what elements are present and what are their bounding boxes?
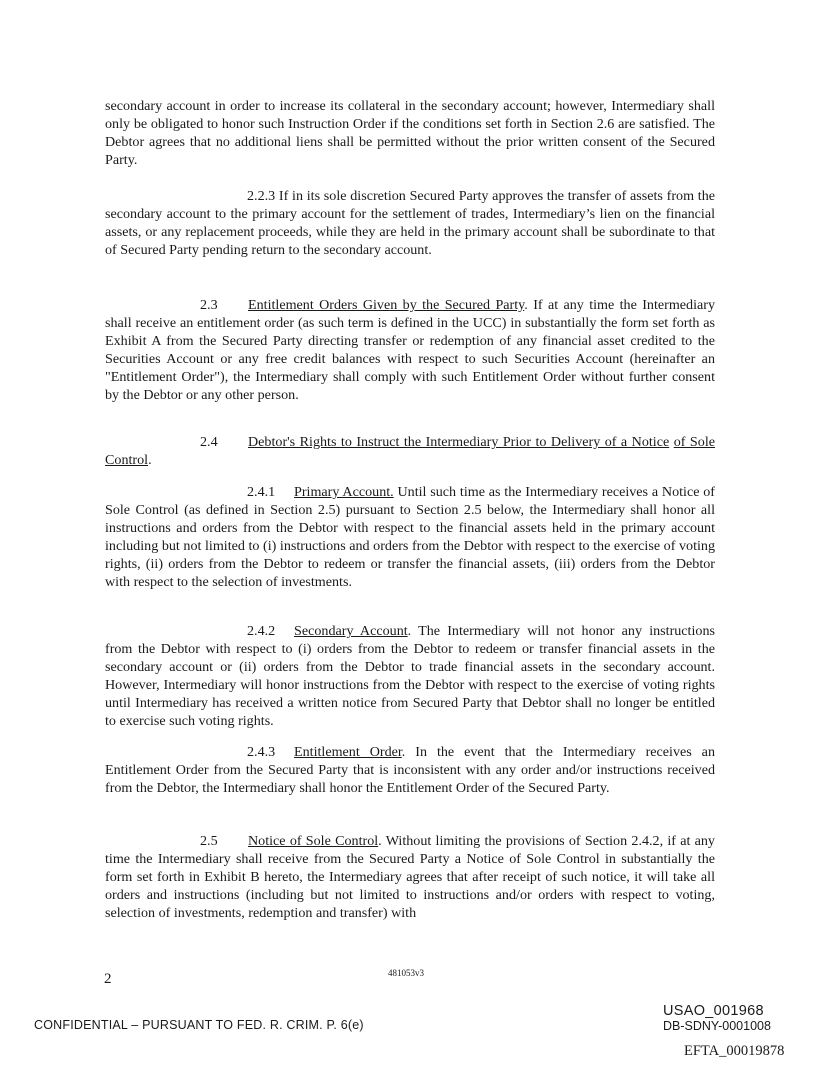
- paragraph-2-5: [105, 832, 715, 922]
- section-heading-cont: of Sole Control: [105, 434, 715, 469]
- paragraph-2-4-3: [105, 743, 715, 797]
- document-reference: 481053v3: [388, 968, 424, 978]
- section-heading: Debtor's Rights to Instruct the Intermediary Prior to Delivery of a Notice: [248, 434, 670, 450]
- section-number: 2.4.1: [247, 484, 276, 500]
- heading-tail: .: [148, 452, 152, 469]
- paragraph-lead: . In the event that the Intermediary receives an: [401, 744, 715, 760]
- section-number: 2.4: [200, 434, 218, 450]
- paragraph-text: Notice of Sole Control (as defined in Section 2.5) pursuant to Section 2.5 below, the Intermediary shall honor all instructions and orders from the Debtor with respect to the financial assets held in the primary account including but not limited to (i) instructions and orders from the Debtor with respect to the exercise of voting rights, (ii) orders from the Debtor to redeem or transfer the financial assets, (iii) orders from the Debtor with respect to the selection of investments.: [105, 484, 715, 591]
- section-number: 2.4.3: [247, 744, 276, 760]
- paragraph-2-2-3: [105, 187, 715, 259]
- paragraph-text: Intermediary shall receive an entitlement order (as such term is defined in the UCC) in substantially the form set forth as Exhibit A from the Secured Party directing transfer or redemption of any financial asset credited to the Securities Account or any free credit balances with respect to such Securities Account (hereinafter an "Entitlement Order"), the Intermediary shall comply with such Entitlement Order without further consent by the Debtor or any other person.: [105, 297, 715, 404]
- section-heading: Entitlement Orders Given by the Secured Party: [248, 297, 525, 313]
- paragraph-2-4-2: [105, 622, 715, 731]
- section-heading: Entitlement Order: [294, 744, 402, 760]
- paragraph-lead: . Without limiting the provisions of Section 2.4.2,: [378, 833, 664, 849]
- paragraph-continuation: [105, 97, 715, 169]
- paragraph-2-4-1: [105, 483, 715, 592]
- paragraph-text: instructions from the Debtor with respect to (i) orders from the Debtor to redeem or transfer financial assets in the secondary account or (ii) orders from the Debtor to trade financial assets in the secondary account. However, Intermediary will honor instructions from the Debtor with respect to the exercise of voting rights until Intermediary has received a written notice from Secured Party that Debtor shall no longer be entitled to exercise such voting rights.: [105, 623, 715, 730]
- section-number: 2.4.2: [247, 623, 276, 639]
- paragraph-2-4: [105, 433, 715, 469]
- paragraph-lead: 2.2.3 If in its sole discretion Secured Party approves the transfer of: [247, 188, 627, 204]
- paragraph-lead: Until such time as the Intermediary receives a: [393, 484, 659, 500]
- section-number: 2.5: [200, 833, 218, 849]
- section-number: 2.3: [200, 297, 218, 313]
- section-heading: Notice of Sole Control: [248, 833, 379, 849]
- confidential-notice: CONFIDENTIAL – PURSUANT TO FED. R. CRIM. P. 6(e): [34, 1018, 364, 1032]
- paragraph-lead: . If at any time the: [524, 297, 637, 313]
- bates-sdny: DB-SDNY-0001008: [663, 1019, 771, 1033]
- page-number: 2: [104, 971, 112, 987]
- section-heading: Primary Account.: [294, 484, 394, 500]
- paragraph-text: assets from the secondary account to the primary account for the settlement of trades, Intermediary’s lien on the financial assets, or any replacement proceeds, while they are held in the primary account shall be subordinate to that of Secured Party pending return to the secondary account.: [105, 188, 716, 259]
- bates-usao: USAO_001968: [663, 1003, 764, 1019]
- paragraph-2-3: [105, 296, 715, 405]
- section-heading: Secondary Account: [294, 623, 408, 639]
- paragraph-text: if at any time the Intermediary shall receive from the Secured Party a Notice of Sole Control in substantially the form set forth in Exhibit B hereto, the Intermediary agrees that after receipt of such notice, it will take all orders and instructions (including but not limited to instructions and/or orders with respect to voting, selection of investments, redemption and transfer) with: [105, 833, 715, 922]
- paragraph-text: Entitlement Order from the Secured Party that is inconsistent with any order and/or instructions received from the Debtor, the Intermediary shall honor the Entitlement Order of the Secured Party.: [105, 762, 715, 797]
- paragraph-text: secondary account in order to increase its collateral in the secondary account; however, Intermediary shall only be obligated to honor such Instruction Order if the conditions set forth in Section 2.6 are satisfied. The Debtor agrees that no additional liens shall be permitted without the prior written consent of the Secured Party.: [105, 98, 715, 169]
- paragraph-lead: . The Intermediary will not honor any: [407, 623, 642, 639]
- bates-efta: EFTA_00019878: [684, 1043, 785, 1059]
